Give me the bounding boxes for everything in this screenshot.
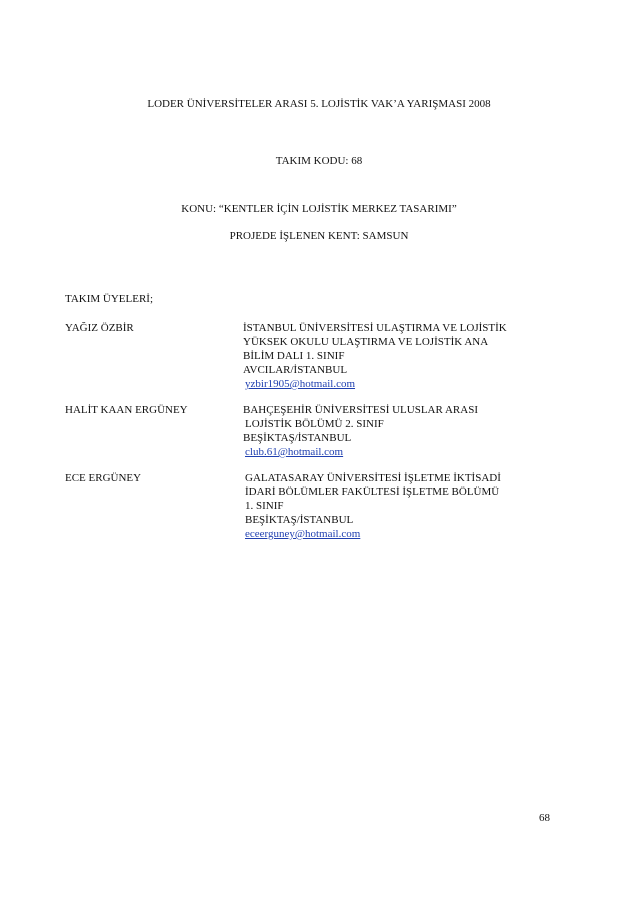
project-topic: KONU: “KENTLER İÇİN LOJİSTİK MERKEZ TASARIMI”	[181, 203, 457, 215]
member-school-line: BEŞİKTAŞ/İSTANBUL	[245, 514, 354, 526]
member-school-line: İDARİ BÖLÜMLER FAKÜLTESİ İŞLETME BÖLÜMÜ	[245, 486, 500, 498]
member-school-line: İSTANBUL ÜNİVERSİTESİ ULAŞTIRMA VE LOJİSTİK	[243, 322, 507, 334]
project-city: PROJEDE İŞLENEN KENT: SAMSUN	[229, 230, 409, 242]
member-email-link[interactable]: eceerguney@hotmail.com	[245, 528, 361, 540]
member-email-link[interactable]: yzbir1905@hotmail.com	[245, 378, 356, 390]
member-school-line: 1. SINIF	[245, 500, 284, 512]
page-number: 68	[539, 812, 550, 824]
member-school-line: BİLİM DALI 1. SINIF	[243, 350, 345, 362]
member-school-line: GALATASARAY ÜNİVERSİTESİ İŞLETME İKTİSADİ	[245, 472, 501, 484]
member-school-line: BAHÇEŞEHİR ÜNİVERSİTESİ ULUSLAR ARASI	[243, 404, 478, 416]
member-name: HALİT KAAN ERGÜNEY	[65, 404, 188, 416]
member-email-link[interactable]: club.61@hotmail.com	[245, 446, 344, 458]
member-school-line: YÜKSEK OKULU ULAŞTIRMA VE LOJİSTİK ANA	[243, 336, 489, 348]
member-name: YAĞIZ ÖZBİR	[65, 322, 134, 334]
members-heading: TAKIM ÜYELERİ;	[65, 293, 154, 305]
team-code: TAKIM KODU: 68	[275, 155, 363, 167]
document-title: LODER ÜNİVERSİTELER ARASI 5. LOJİSTİK VAK’A YARIŞMASI 2008	[147, 98, 491, 110]
member-school-line: AVCILAR/İSTANBUL	[243, 364, 348, 376]
member-name: ECE ERGÜNEY	[65, 472, 142, 484]
member-school-line: LOJİSTİK BÖLÜMÜ 2. SINIF	[245, 418, 384, 430]
member-school-line: BEŞİKTAŞ/İSTANBUL	[243, 432, 352, 444]
